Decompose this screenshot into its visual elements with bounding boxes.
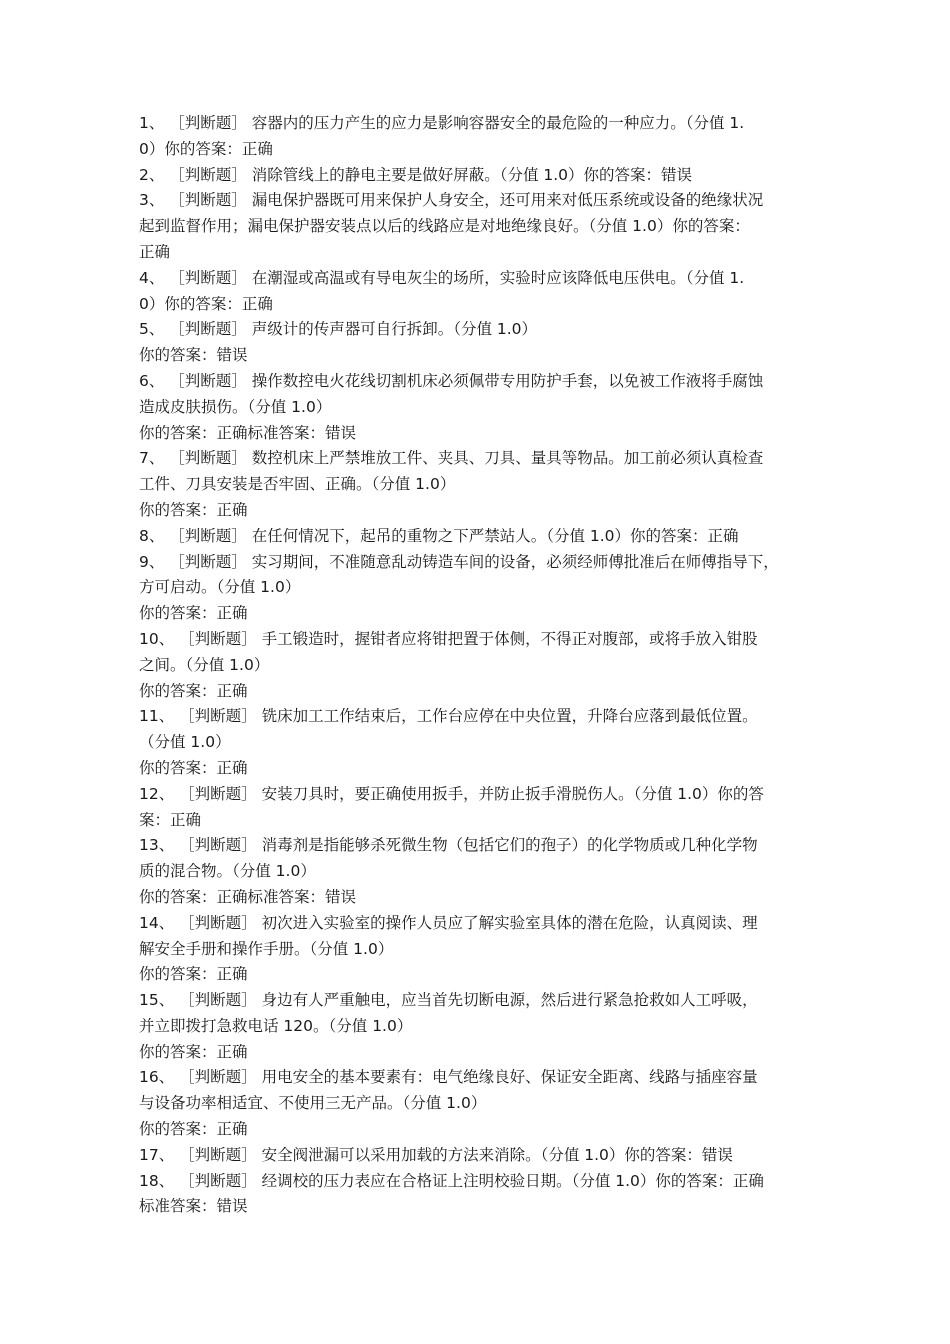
text-line: 16、 ［判断题］ 用电安全的基本要素有：电气绝缘良好、保证安全距离、线路与插座容量 — [139, 1068, 758, 1087]
text-line: 并立即拨打急救电话 120。（分值 1.0） — [139, 1016, 413, 1035]
text-line: 2、 ［判断题］ 消除管线上的静电主要是做好屏蔽。（分值 1.0）你的答案：错误 — [139, 165, 693, 184]
text-line: 8、 ［判断题］ 在任何情况下，起吊的重物之下严禁站人。（分值 1.0）你的答案：正确 — [139, 526, 739, 545]
text-line: 你的答案：正确 — [139, 1042, 248, 1061]
text-line: 11、 ［判断题］ 铣床加工工作结束后，工作台应停在中央位置，升降台应落到最低位置。 — [139, 707, 758, 726]
text-line: 你的答案：正确标准答案：错误 — [139, 423, 357, 442]
question-list — [139, 111, 829, 1220]
text-line: 你的答案：正确 — [139, 965, 248, 984]
text-line: 与设备功率相适宜、不使用三无产品。（分值 1.0） — [139, 1094, 487, 1113]
text-line: 你的答案：正确 — [139, 500, 248, 519]
text-line: 案：正确 — [139, 810, 202, 829]
text-line: 7、 ［判断题］ 数控机床上严禁堆放工件、夹具、刀具、量具等物品。加工前必须认真检查 — [139, 449, 764, 468]
text-line: 你的答案：正确 — [139, 758, 248, 777]
text-line: 起到监督作用；漏电保护器安装点以后的线路应是对地绝缘良好。（分值 1.0）你的答案： — [139, 217, 750, 236]
text-line: 你的答案：正确 — [139, 604, 248, 623]
text-line: 0）你的答案：正确 — [139, 139, 273, 158]
text-line: 13、 ［判断题］ 消毒剂是指能够杀死微生物（包括它们的孢子）的化学物质或几种化学物 — [139, 836, 758, 855]
text-line: 17、 ［判断题］ 安全阀泄漏可以采用加载的方法来消除。（分值 1.0）你的答案：错误 — [139, 1145, 733, 1164]
text-line: 12、 ［判断题］ 安装刀具时，要正确使用扳手，并防止扳手滑脱伤人。（分值 1.0）你的答 — [139, 784, 764, 803]
text-line: 之间。（分值 1.0） — [139, 655, 270, 674]
text-line: 6、 ［判断题］ 操作数控电火花线切割机床必须佩带专用防护手套，以免被工作液将手腐蚀 — [139, 371, 764, 390]
text-line: 解安全手册和操作手册。（分值 1.0） — [139, 939, 394, 958]
text-line: 工件、刀具安装是否牢固、正确。（分值 1.0） — [139, 475, 456, 494]
text-line: 你的答案：正确标准答案：错误 — [139, 887, 357, 906]
text-line: 正确 — [139, 242, 171, 261]
text-line: 4、 ［判断题］ 在潮湿或高温或有导电灰尘的场所，实验时应该降低电压供电。（分值 1. — [139, 268, 745, 287]
text-line: 你的答案：错误 — [139, 346, 248, 365]
text-line: 18、 ［判断题］ 经调校的压力表应在合格证上注明校验日期。（分值 1.0）你的答案：正确 — [139, 1171, 764, 1190]
text-line: 5、 ［判断题］ 声级计的传声器可自行拆卸。（分值 1.0） — [139, 320, 538, 339]
text-line: 3、 ［判断题］ 漏电保护器既可用来保护人身安全，还可用来对低压系统或设备的绝缘状况 — [139, 191, 764, 210]
text-line: 你的答案：正确 — [139, 681, 248, 700]
text-line: 9、 ［判断题］ 实习期间，不准随意乱动铸造车间的设备，必须经师傅批准后在师傅指导下， — [139, 552, 779, 571]
text-line: 15、 ［判断题］ 身边有人严重触电，应当首先切断电源，然后进行紧急抢救如人工呼吸， — [139, 991, 758, 1010]
text-line: 造成皮肤损伤。（分值 1.0） — [139, 397, 332, 416]
text-line: 1、 ［判断题］ 容器内的压力产生的应力是影响容器安全的最危险的一种应力。（分值 1. — [139, 114, 745, 132]
text-line: 标准答案：错误 — [139, 1197, 248, 1216]
text-line: 你的答案：正确 — [139, 1120, 248, 1139]
text-line: 10、 ［判断题］ 手工锻造时，握钳者应将钳把置于体侧，不得正对腹部，或将手放入钳股 — [139, 629, 758, 648]
text-line: 0）你的答案：正确 — [139, 294, 273, 313]
text-line: 方可启动。（分值 1.0） — [139, 578, 301, 597]
text-line: 质的混合物。（分值 1.0） — [139, 862, 316, 881]
text-line: 14、 ［判断题］ 初次进入实验室的操作人员应了解实验室具体的潜在危险，认真阅读、理 — [139, 913, 758, 932]
text-line: （分值 1.0） — [139, 733, 231, 752]
